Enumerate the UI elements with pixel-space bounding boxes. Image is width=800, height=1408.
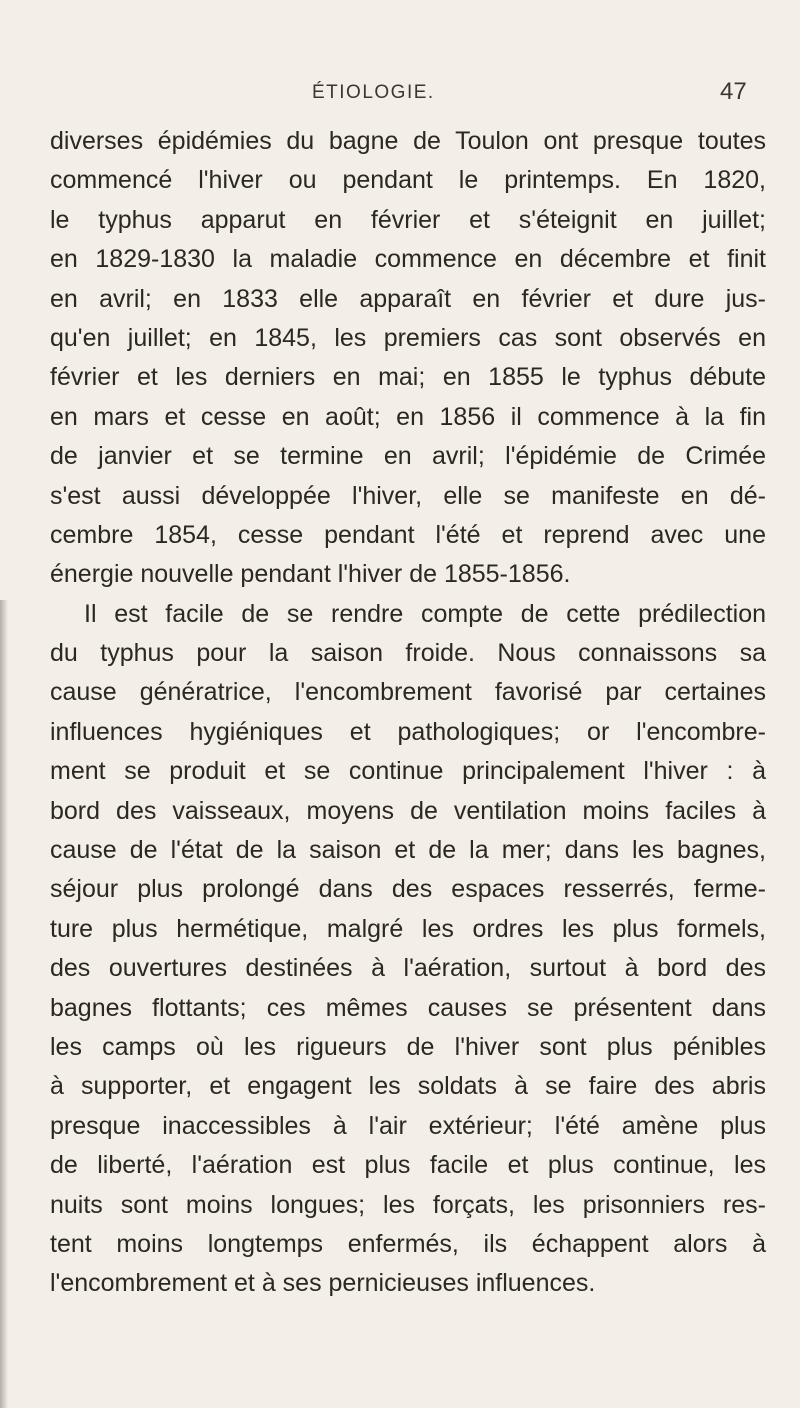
text-line: tent moins longtemps enfermés, ils échappent alors à: [50, 1229, 766, 1258]
text-line: commencé l'hiver ou pendant le printemps. En 1820,: [50, 166, 766, 195]
text-line: des ouvertures destinées à l'aération, surtout à bord des: [50, 954, 766, 983]
text-line: ture plus hermétique, malgré les ordres les plus formels,: [50, 914, 766, 943]
text-line: influences hygiéniques et pathologiques; or l'encombre-: [50, 717, 766, 746]
text-line: cembre 1854, cesse pendant l'été et reprend avec une: [50, 520, 766, 549]
text-line: de janvier et se termine en avril; l'épidémie de Crimée: [50, 442, 766, 471]
page-number: 47: [720, 78, 747, 105]
text-line: diverses épidémies du bagne de Toulon ont presque toutes: [50, 127, 766, 155]
text-line: en mars et cesse en août; en 1856 il commence à la fin: [50, 402, 766, 431]
binding-shadow: [0, 600, 8, 1408]
text-line: l'encombrement et à ses pernicieuses influences.: [50, 1269, 596, 1298]
text-line: bord des vaisseaux, moyens de ventilation moins faciles à: [50, 796, 766, 825]
text-line: de liberté, l'aération est plus facile et plus continue, les: [50, 1151, 766, 1180]
paragraph-first-line: Il est facile de se rendre compte de cette prédilection: [84, 599, 766, 628]
text-line: du typhus pour la saison froide. Nous connaissons sa: [50, 639, 766, 668]
text-line: énergie nouvelle pendant l'hiver de 1855-1856.: [50, 560, 571, 589]
chapter-title: ÉTIOLOGIE.: [312, 82, 435, 103]
text-line: séjour plus prolongé dans des espaces resserrés, ferme-: [50, 875, 766, 904]
text-line: bagnes flottants; ces mêmes causes se présentent dans: [50, 993, 766, 1022]
text-line: presque inaccessibles à l'air extérieur; l'été amène plus: [50, 1111, 766, 1140]
text-line: en avril; en 1833 elle apparaît en février et dure jus-: [50, 284, 766, 313]
text-line: en 1829-1830 la maladie commence en décembre et finit: [50, 245, 766, 274]
body-text: [50, 122, 766, 1304]
text-line: cause génératrice, l'encombrement favorisé par certaines: [50, 678, 766, 707]
text-line: le typhus apparut en février et s'éteignit en juillet;: [50, 205, 766, 234]
text-line: à supporter, et engagent les soldats à se faire des abris: [50, 1072, 766, 1101]
text-line: nuits sont moins longues; les forçats, les prisonniers res-: [50, 1190, 766, 1219]
text-line: s'est aussi développée l'hiver, elle se manifeste en dé-: [50, 481, 766, 510]
text-line: ment se produit et se continue principalement l'hiver : à: [50, 757, 766, 786]
text-line: cause de l'état de la saison et de la mer; dans les bagnes,: [50, 836, 766, 865]
text-line: qu'en juillet; en 1845, les premiers cas sont observés en: [50, 323, 766, 352]
text-line: février et les derniers en mai; en 1855 le typhus débute: [50, 363, 766, 392]
running-head: [0, 78, 800, 110]
text-line: les camps où les rigueurs de l'hiver sont plus pénibles: [50, 1032, 766, 1061]
